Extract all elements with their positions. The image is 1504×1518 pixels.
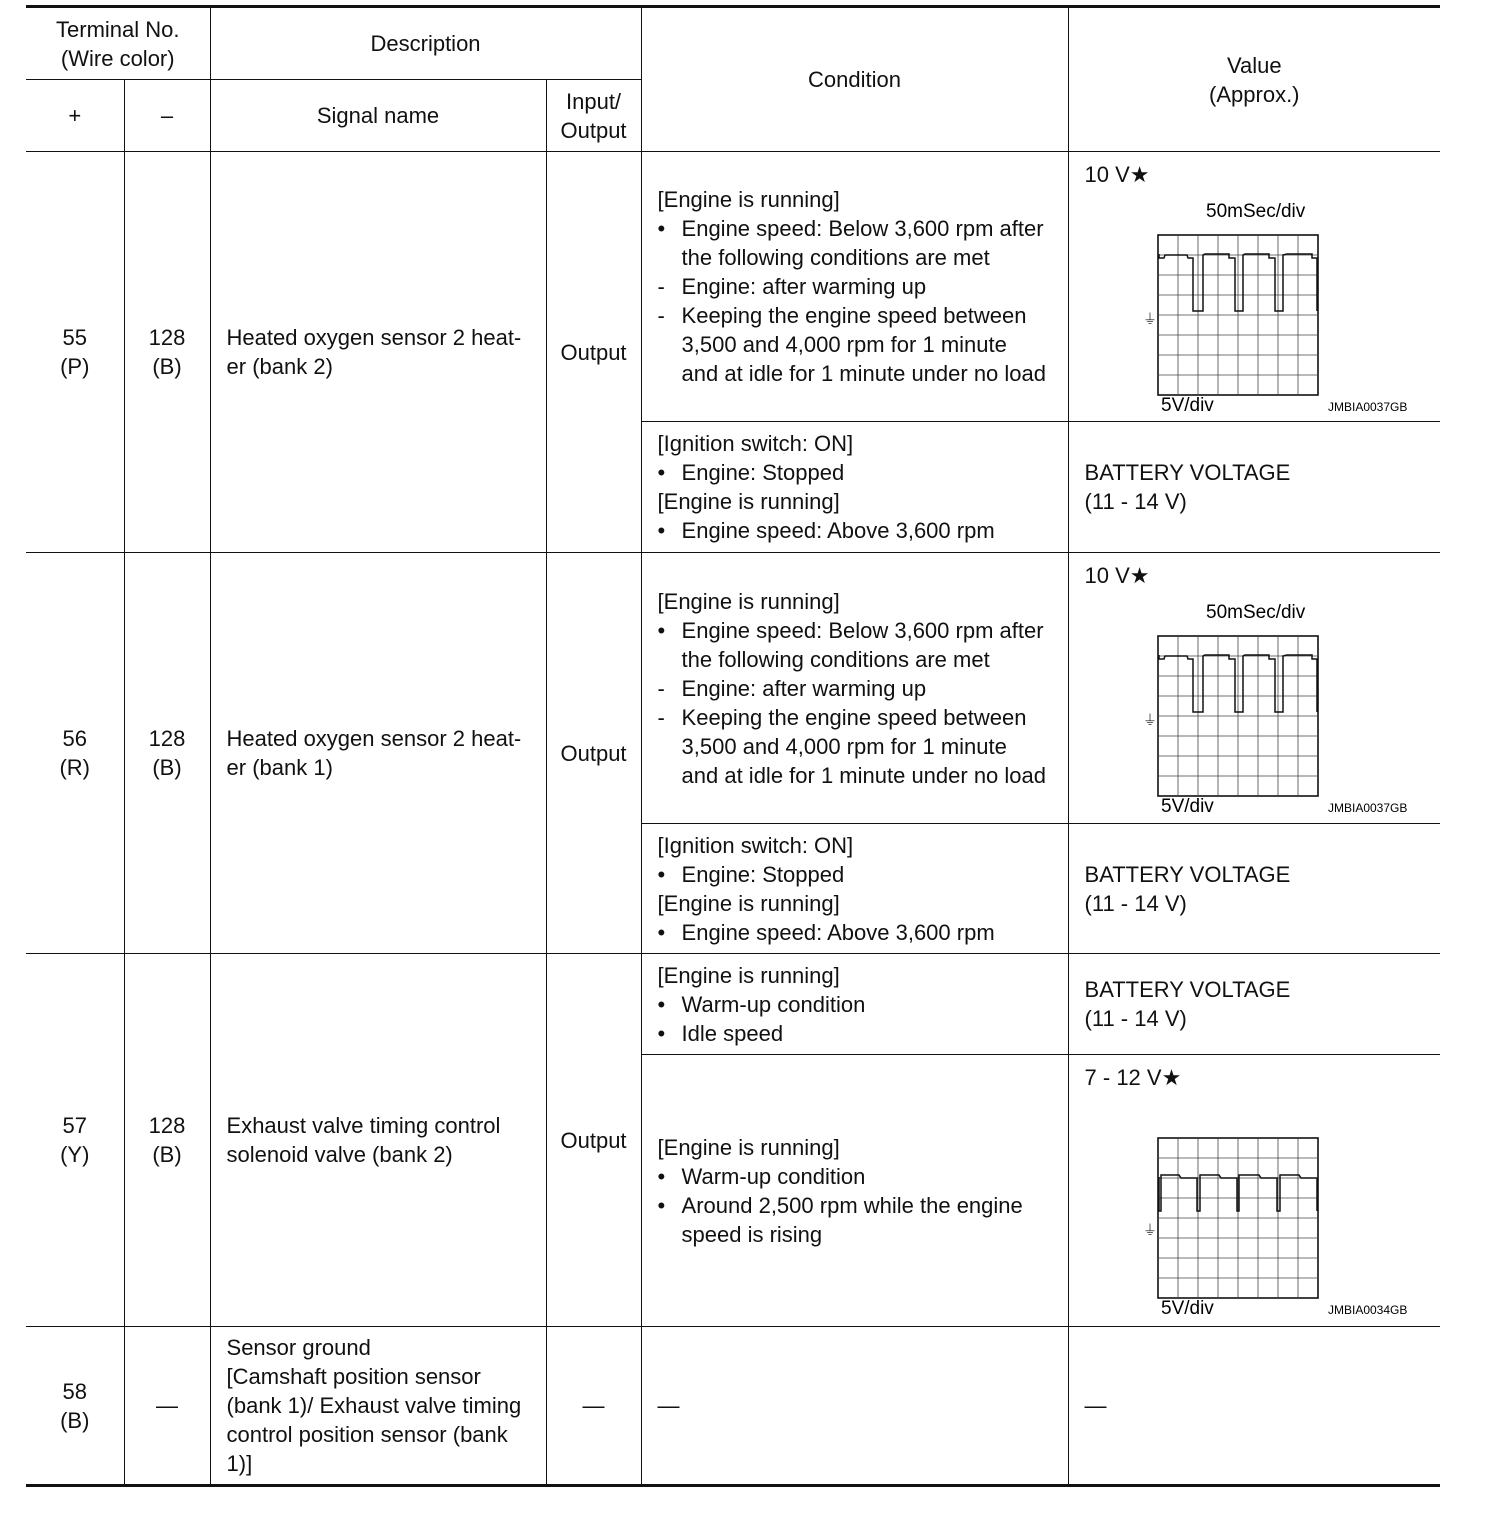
io-type: Output	[546, 954, 641, 1327]
signal-name: Sensor ground [Camshaft position sensor (bank 1)/ Exhaust valve timing control position sensor (bank 1)]	[210, 1327, 546, 1486]
io-header: Input/ Output	[546, 80, 641, 152]
minus-header: –	[124, 80, 210, 152]
svg-text:5V/div: 5V/div	[1160, 1298, 1214, 1317]
io-type: Output	[546, 553, 641, 954]
value: BATTERY VOLTAGE (11 - 14 V)	[1068, 954, 1440, 1055]
svg-text:5V/div: 5V/div	[1160, 395, 1214, 414]
svg-text:50mSec/div: 50mSec/div	[1205, 602, 1305, 623]
waveform-value: 10 V★ 50mSec/div ⏚ 5V/div JMBIA0037GB	[1068, 553, 1440, 824]
condition: [Ignition switch: ON] • Engine: Stopped [Engine is running] • Engine speed: Above 3,600 rpm	[641, 422, 1068, 553]
svg-text:⏚: ⏚	[1142, 713, 1157, 729]
minus-terminal: 128 (B)	[124, 954, 210, 1327]
svg-text:⏚: ⏚	[1142, 312, 1157, 328]
signal-name: Heated oxygen sensor 2 heat- er (bank 1)	[210, 553, 546, 954]
oscilloscope-waveform	[1109, 593, 1439, 815]
svg-text:⏚: ⏚	[1142, 1223, 1157, 1239]
minus-terminal: —	[124, 1327, 210, 1486]
plus-terminal: 56 (R)	[26, 553, 124, 954]
plus-terminal: 58 (B)	[26, 1327, 124, 1486]
svg-text:50mSec/div: 50mSec/div	[1205, 201, 1305, 222]
terminal-header: Terminal No. (Wire color)	[26, 7, 210, 80]
value: BATTERY VOLTAGE (11 - 14 V)	[1068, 824, 1440, 954]
minus-terminal: 128 (B)	[124, 553, 210, 954]
waveform-value: 10 V★ 50mSec/div ⏚ 5V/div JMBIA0037GB	[1068, 152, 1440, 422]
condition: [Engine is running] • Warm-up condition • Idle speed	[641, 954, 1068, 1055]
plus-terminal: 55 (P)	[26, 152, 124, 553]
table-row	[26, 1327, 1440, 1486]
value: BATTERY VOLTAGE (11 - 14 V)	[1068, 422, 1440, 553]
svg-text:5V/div: 5V/div	[1160, 796, 1214, 815]
description-header: Description	[210, 7, 641, 80]
condition: [Engine is running] • Engine speed: Below 3,600 rpm after the following conditions are met - Engine: after warming up - Keeping the engine speed between 3,500 and 4,000 rpm for 1 minute and at idle for 1 minute under no load	[641, 553, 1068, 824]
svg-text:JMBIA0034GB: JMBIA0034GB	[1327, 1303, 1407, 1317]
table-row	[26, 553, 1440, 824]
io-type: Output	[546, 152, 641, 553]
oscilloscope-waveform	[1109, 192, 1439, 414]
table-row	[26, 954, 1440, 1055]
oscilloscope-waveform	[1109, 1095, 1439, 1317]
svg-text:JMBIA0037GB: JMBIA0037GB	[1327, 400, 1407, 414]
io-type: —	[546, 1327, 641, 1486]
condition: —	[641, 1327, 1068, 1486]
signal-name: Exhaust valve timing control solenoid valve (bank 2)	[210, 954, 546, 1327]
plus-header: +	[26, 80, 124, 152]
terminal-spec-table	[26, 5, 1440, 1487]
value-header: Value (Approx.)	[1068, 7, 1440, 152]
svg-text:JMBIA0037GB: JMBIA0037GB	[1327, 801, 1407, 815]
condition-header: Condition	[641, 7, 1068, 152]
signal-name-header: Signal name	[210, 80, 546, 152]
condition: [Engine is running] • Warm-up condition • Around 2,500 rpm while the engine speed is rising	[641, 1055, 1068, 1327]
condition: [Engine is running] • Engine speed: Below 3,600 rpm after the following conditions are met - Engine: after warming up - Keeping the engine speed between 3,500 and 4,000 rpm for 1 minute and at idle for 1 minute under no load	[641, 152, 1068, 422]
minus-terminal: 128 (B)	[124, 152, 210, 553]
signal-name: Heated oxygen sensor 2 heat- er (bank 2)	[210, 152, 546, 553]
condition: [Ignition switch: ON] • Engine: Stopped [Engine is running] • Engine speed: Above 3,600 rpm	[641, 824, 1068, 954]
plus-terminal: 57 (Y)	[26, 954, 124, 1327]
value: —	[1068, 1327, 1440, 1486]
table-row	[26, 152, 1440, 422]
waveform-value: 7 - 12 V★ ⏚ 5V/div JMBIA0034GB	[1068, 1055, 1440, 1327]
